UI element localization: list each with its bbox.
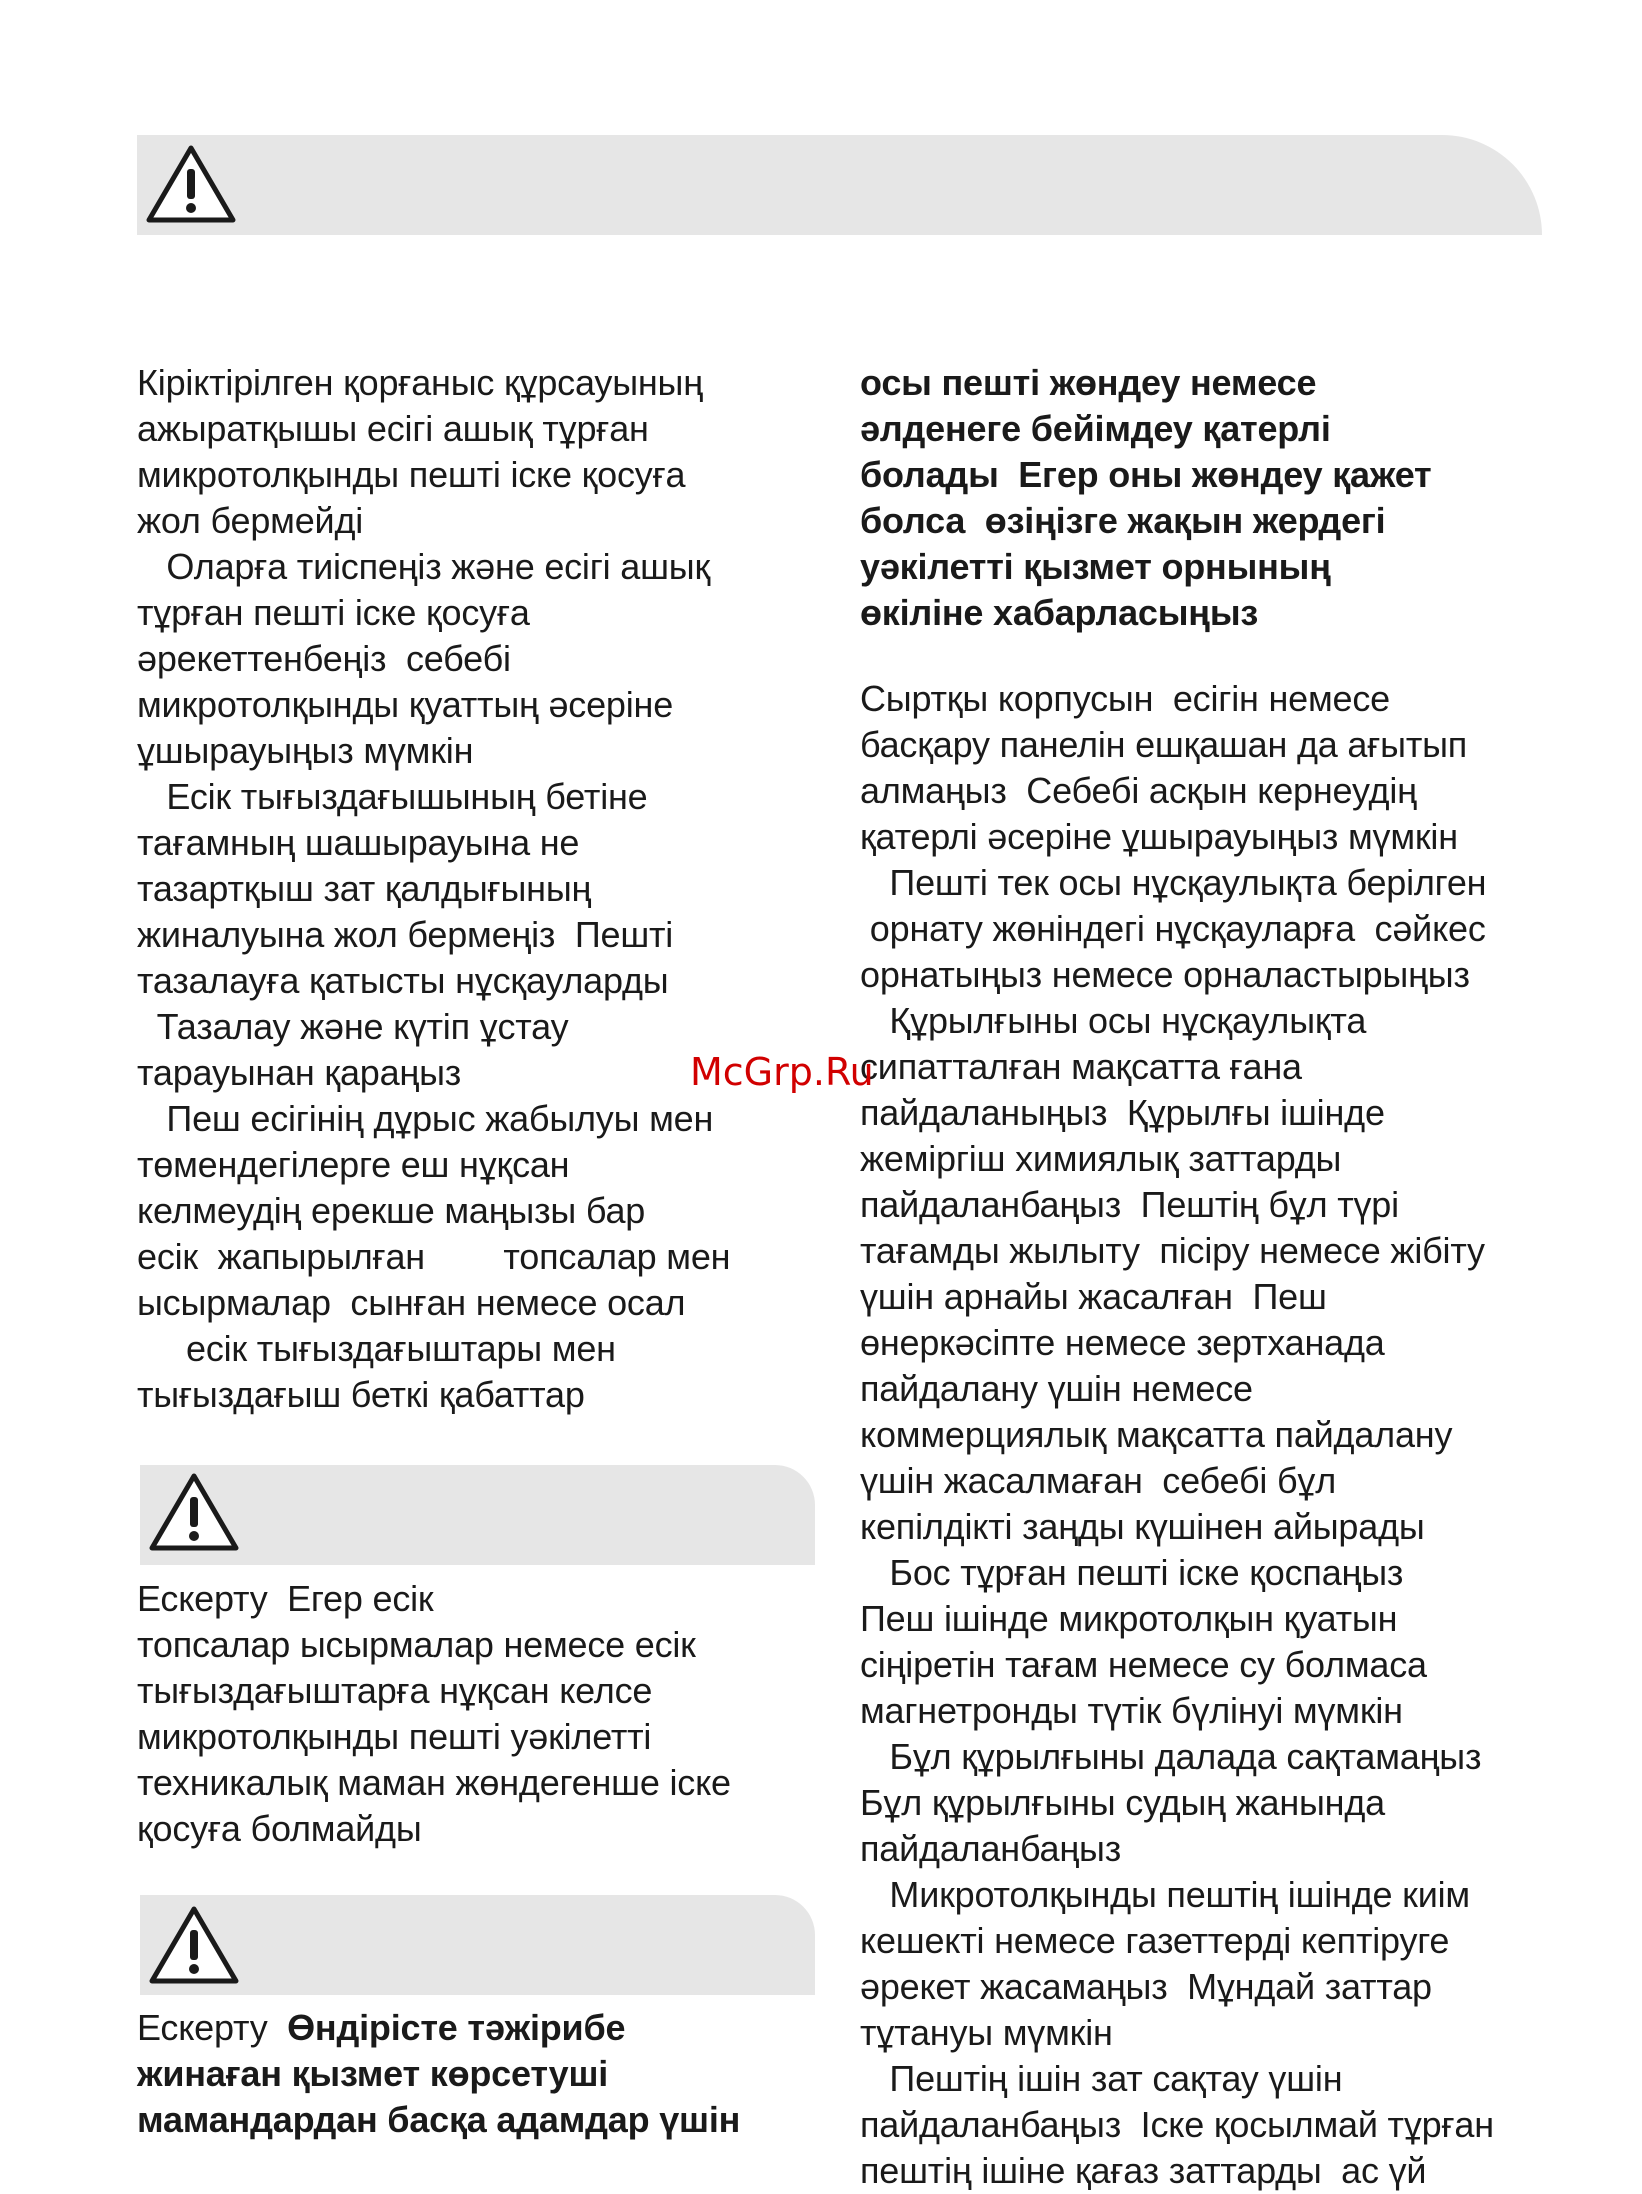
text-line: сіңіретін тағам немесе су болмаса <box>860 1644 1427 1685</box>
text-line: топсалар ысырмалар немесе есік <box>137 1624 696 1665</box>
text-line: жиналуына жол бермеңіз Пешті <box>137 914 674 955</box>
right-paragraph-instructions <box>860 676 1560 2194</box>
text-line: Тазалау және күтіп ұстау <box>137 1006 569 1047</box>
note-hinges <box>137 1576 827 1852</box>
text-line: коммерциялық мақсатта пайдалану <box>860 1414 1453 1455</box>
text-line: ажыратқышы есігі ашық тұрған <box>137 408 649 449</box>
text-line: пайдаланбаңыз Іске қосылмай тұрған <box>860 2104 1494 2145</box>
text-line: жинаған қызмет көрсетуші <box>137 2053 609 2094</box>
text-line: осы пешті жөндеу немесе <box>860 362 1317 403</box>
text-line: Ескерту Егер есік <box>137 1578 434 1619</box>
warning-triangle-icon <box>144 142 238 226</box>
text-line: Оларға тиіспеңіз және есігі ашық <box>137 546 710 587</box>
left-column <box>137 360 827 1418</box>
text-line: қосуға болмайды <box>137 1808 422 1849</box>
text-line: төмендегілерге еш нұқсан <box>137 1144 570 1185</box>
text-line: ұшырауыңыз мүмкін <box>137 730 474 771</box>
text-line: Бұл құрылғыны далада сақтамаңыз <box>860 1736 1482 1777</box>
text-line: Пеш ішінде микротолқын қуатын <box>860 1598 1398 1639</box>
text-line: жеміргіш химиялық заттарды <box>860 1138 1342 1179</box>
text-line: жол бермейді <box>137 500 364 541</box>
text-line: тұрған пешті іске қосуға <box>137 592 530 633</box>
right-bold-warning <box>860 360 1560 636</box>
text-line: тығыздағыш беткі қабаттар <box>137 1374 585 1415</box>
text-line: микротолқынды пешті іске қосуға <box>137 454 686 495</box>
right-column <box>860 360 1560 2194</box>
text-line: өкіліне хабарласыңыз <box>860 592 1259 633</box>
text-line: мамандардан басқа адамдар үшін <box>137 2099 741 2140</box>
text-line: ысырмалар сынған немесе осал <box>137 1282 686 1323</box>
text-line: орнату жөніндегі нұсқауларға сәйкес <box>860 908 1486 949</box>
text-line: әрекеттенбеңіз себебі <box>137 638 511 679</box>
warning-triangle-icon <box>147 1903 241 1987</box>
watermark: McGrp.Ru <box>690 1050 874 1094</box>
text-line: микротолқынды пешті уәкілетті <box>137 1716 652 1757</box>
text-line: техникалық маман жөндегенше іске <box>137 1762 731 1803</box>
text-line: Бұл құрылғыны судың жанында <box>860 1782 1385 1823</box>
text-line: басқару панелін ешқашан да ағытып <box>860 724 1468 765</box>
text-line: болса өзіңізге жақын жердегі <box>860 500 1386 541</box>
text-line: Кіріктірілген қорғаныс құрсауының <box>137 362 703 403</box>
text-line: пайдаланыңыз Құрылғы ішінде <box>860 1092 1385 1133</box>
text-line: уәкілетті қызмет орнының <box>860 546 1331 587</box>
text-line: тағамның шашырауына не <box>137 822 580 863</box>
text-line: сипатталған мақсатта ғана <box>860 1046 1302 1087</box>
text-line: Пеш есігінің дұрыс жабылуы мен <box>137 1098 714 1139</box>
text-line: тарауынан қараңыз <box>137 1052 462 1093</box>
text-line: пайдаланбаңыз Пештің бұл түрі <box>860 1184 1399 1225</box>
text-line: кепілдікті заңды күшінен айырады <box>860 1506 1425 1547</box>
text-line: әрекет жасамаңыз Мұндай заттар <box>860 1966 1432 2007</box>
text-line: магнетронды түтік бүлінуі мүмкін <box>860 1690 1403 1731</box>
text-line: есік тығыздағыштары мен <box>137 1328 616 1369</box>
left-paragraph-safety-interlock <box>137 360 827 1418</box>
text-line: өнеркәсіпте немесе зертханада <box>860 1322 1385 1363</box>
text-line: тағамды жылыту пісіру немесе жібіту <box>860 1230 1485 1271</box>
warning-triangle-icon <box>147 1470 241 1554</box>
note-service-first-line: Ескерту Өндірісте тәжірибе <box>137 2007 626 2048</box>
text-line: пайдаланбаңыз <box>860 1828 1122 1869</box>
text-line: пайдалану үшін немесе <box>860 1368 1253 1409</box>
text-line: Бос тұрған пешті іске қоспаңыз <box>860 1552 1404 1593</box>
text-line: алмаңыз Себебі асқын кернеудің <box>860 770 1417 811</box>
text-line: Микротолқынды пештің ішінде киім <box>860 1874 1470 1915</box>
text-line: Пешті тек осы нұсқаулықта берілген <box>860 862 1487 903</box>
text-line: пештің ішіне қағаз заттарды ас үй <box>860 2150 1427 2191</box>
text-line: Пештің ішін зат сақтау үшін <box>860 2058 1343 2099</box>
text-line: Құрылғыны осы нұсқаулықта <box>860 1000 1367 1041</box>
note-service <box>137 2005 837 2143</box>
text-line: есік жапырылған топсалар мен <box>137 1236 731 1277</box>
text-line: Сыртқы корпусын есігін немесе <box>860 678 1390 719</box>
text-line: әлденеге бейімдеу қатерлі <box>860 408 1331 449</box>
text-line: тұтануы мүмкін <box>860 2012 1113 2053</box>
warning-banner-hinges <box>140 1465 815 1565</box>
text-line: болады Егер оны жөндеу қажет <box>860 454 1432 495</box>
text-line: микротолқынды қуаттың әсеріне <box>137 684 674 725</box>
text-line: үшін жасалмаған себебі бұл <box>860 1460 1336 1501</box>
text-line: қатерлі әсеріне ұшырауыңыз мүмкін <box>860 816 1458 857</box>
text-line: келмеудің ерекше маңызы бар <box>137 1190 646 1231</box>
text-line: тазартқыш зат қалдығының <box>137 868 592 909</box>
text-line: тазалауға қатысты нұсқауларды <box>137 960 669 1001</box>
warning-banner-service <box>140 1895 815 1995</box>
text-line: Есік тығыздағышының бетіне <box>137 776 648 817</box>
text-line: үшін арнайы жасалған Пеш <box>860 1276 1327 1317</box>
text-line: орнатыңыз немесе орналастырыңыз <box>860 954 1470 995</box>
text-line: кешекті немесе газеттерді кептіруге <box>860 1920 1450 1961</box>
warning-banner-top <box>137 135 1542 235</box>
text-line: тығыздағыштарға нұқсан келсе <box>137 1670 653 1711</box>
